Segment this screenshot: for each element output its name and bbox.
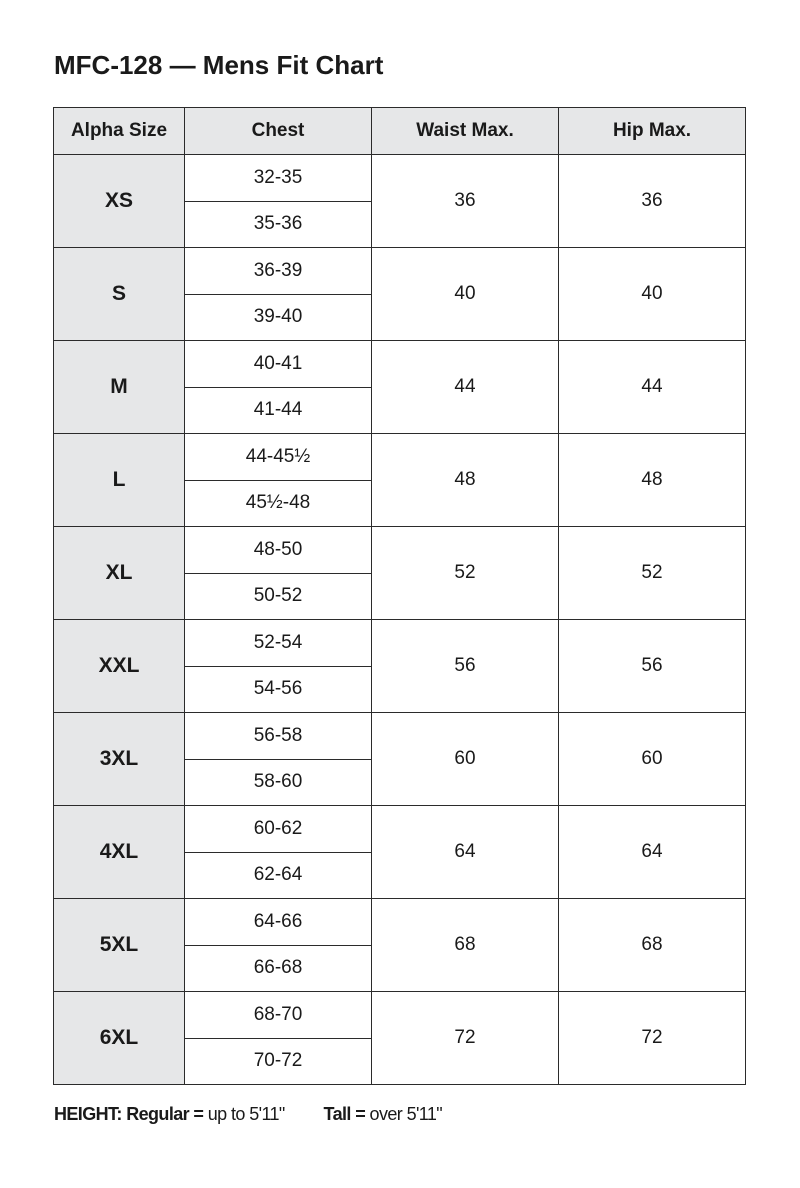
waist-cell: 52 <box>372 527 559 620</box>
table-row <box>54 527 746 574</box>
waist-cell: 44 <box>372 341 559 434</box>
waist-cell: 48 <box>372 434 559 527</box>
table-row <box>54 713 746 760</box>
header-hip-max: Hip Max. <box>559 108 746 155</box>
chest-cell: 70-72 <box>185 1038 372 1085</box>
chest-cell: 52-54 <box>185 620 372 667</box>
chest-cell: 50-52 <box>185 573 372 620</box>
hip-cell: 52 <box>559 527 746 620</box>
size-cell: M <box>54 341 185 434</box>
size-cell: XS <box>54 155 185 248</box>
size-cell: 3XL <box>54 713 185 806</box>
chest-cell: 68-70 <box>185 992 372 1039</box>
hip-cell: 40 <box>559 248 746 341</box>
table-row <box>54 620 746 667</box>
hip-cell: 68 <box>559 899 746 992</box>
hip-cell: 72 <box>559 992 746 1085</box>
header-row <box>54 108 746 155</box>
page-title: MFC-128 — Mens Fit Chart <box>54 50 384 80</box>
size-cell: S <box>54 248 185 341</box>
chest-cell: 56-58 <box>185 713 372 760</box>
height-note <box>54 1104 442 1125</box>
chest-cell: 40-41 <box>185 341 372 388</box>
table-body <box>54 155 746 1085</box>
hip-cell: 48 <box>559 434 746 527</box>
regular-label: Regular = <box>126 1104 204 1124</box>
chest-cell: 41-44 <box>185 387 372 434</box>
chest-cell: 58-60 <box>185 759 372 806</box>
header-waist-max: Waist Max. <box>372 108 559 155</box>
size-cell: XXL <box>54 620 185 713</box>
chest-cell: 36-39 <box>185 248 372 295</box>
hip-cell: 56 <box>559 620 746 713</box>
size-cell: L <box>54 434 185 527</box>
chest-cell: 35-36 <box>185 201 372 248</box>
regular-value: up to 5'11" <box>207 1104 285 1124</box>
chest-cell: 64-66 <box>185 899 372 946</box>
table-row <box>54 341 746 388</box>
waist-cell: 60 <box>372 713 559 806</box>
height-label: HEIGHT: <box>54 1104 122 1124</box>
chest-cell: 39-40 <box>185 294 372 341</box>
hip-cell: 44 <box>559 341 746 434</box>
chest-cell: 62-64 <box>185 852 372 899</box>
waist-cell: 72 <box>372 992 559 1085</box>
chest-cell: 32-35 <box>185 155 372 202</box>
waist-cell: 68 <box>372 899 559 992</box>
size-cell: XL <box>54 527 185 620</box>
waist-cell: 40 <box>372 248 559 341</box>
table-row <box>54 899 746 946</box>
header-chest: Chest <box>185 108 372 155</box>
waist-cell: 36 <box>372 155 559 248</box>
size-cell: 5XL <box>54 899 185 992</box>
waist-cell: 64 <box>372 806 559 899</box>
fit-chart-table <box>53 107 746 1085</box>
tall-label: Tall = <box>323 1104 366 1124</box>
chest-cell: 60-62 <box>185 806 372 853</box>
table-row <box>54 155 746 202</box>
table-row <box>54 248 746 295</box>
chest-cell: 44-45½ <box>185 434 372 481</box>
hip-cell: 64 <box>559 806 746 899</box>
chest-cell: 48-50 <box>185 527 372 574</box>
tall-value: over 5'11" <box>369 1104 443 1124</box>
table-row <box>54 434 746 481</box>
header-alpha-size: Alpha Size <box>54 108 185 155</box>
size-cell: 6XL <box>54 992 185 1085</box>
table-row <box>54 992 746 1039</box>
chest-cell: 66-68 <box>185 945 372 992</box>
chest-cell: 45½-48 <box>185 480 372 527</box>
size-cell: 4XL <box>54 806 185 899</box>
table-row <box>54 806 746 853</box>
hip-cell: 36 <box>559 155 746 248</box>
hip-cell: 60 <box>559 713 746 806</box>
chest-cell: 54-56 <box>185 666 372 713</box>
waist-cell: 56 <box>372 620 559 713</box>
